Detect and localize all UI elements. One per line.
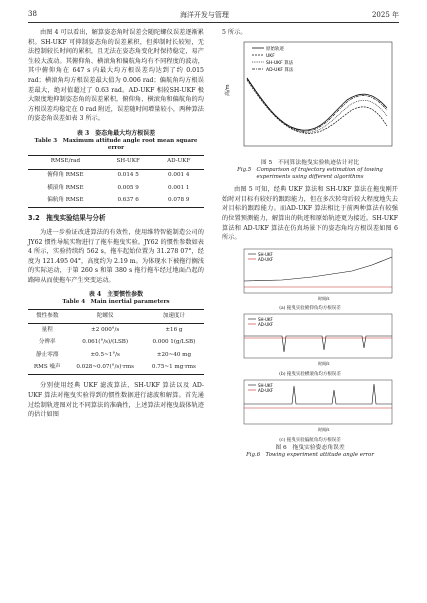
figure-5-caption-en: Fig.5 Comparison of trajectory estimation of towing experiments using different algorithms [237, 167, 383, 181]
x-axis-label: 时间/s [318, 295, 330, 301]
figure-6b-plot [222, 312, 398, 368]
table-cell: 0.028~0.07(°/s)·rms [67, 362, 144, 375]
journal-name: 海洋开发与管理 [179, 11, 229, 19]
figure-6a-label: (a) 拖曳实验俯仰角均方根误差 [279, 306, 341, 312]
right-paragraph: 由图 5 可知，经典 UKF 算法和 SH-UKF 算法在拖曳刚开始时对目标有较好的跟踪能力，但在多次转弯后较大程度地失去对目标的跟踪能力。而AD-UKF 算法相比于前两种算法有较强的位置预测能力，解算出的轨迹和原始轨迹更为接近。SH-UKF 算法和 AD-UKF 算法在仿真场景下的姿态角均方根误差如图 6 所示。 [222, 186, 398, 242]
legend-item: AD-UKF [258, 322, 274, 328]
paragraph-3: 分别使用经典 UKF 滤波算法、SH-UKF 算法以及 AD-UKF 算法对拖曳实验得到的惯性数据进行滤波和解算。首先通过绘制轨迹图对比不同算法的准确性，上述算法对拖曳载体轨迹的估计如图 [28, 382, 204, 419]
table-cell: 0.005 9 [117, 184, 139, 191]
table-row [28, 362, 204, 375]
table-cell: ±0.5~1°/s [90, 351, 120, 358]
legend-item: SH-UKF [258, 251, 273, 257]
trajectory-sh-ukf [247, 79, 387, 132]
table-cell: 0.637 6 [103, 195, 154, 208]
legend-item: 原始轨迹 [266, 46, 284, 52]
paragraph-2: 为进一步验证改进算法的有效性，使用维特智能制造公司的 JY62 惯性导航实物进行了拖车拖曳实验。JY62 的惯性参数如表 4 所示，实验持续约 562 s，拖车起始位置为 31.278 07°，经度为 121.495 04°，高度约为 2.19 m。为体现水下被拖行搁浅的实际运动，于第 260 s 和第 380 s 拖行拖车经过地面凸起的路障从而使拖车产生突变运动。 [28, 228, 204, 284]
table4-header: 陀螺仪 [67, 310, 144, 324]
table-cell: ±2 000°/s [91, 326, 120, 333]
y-axis-label: 高/m [225, 84, 231, 96]
figure-5-caption: 图 5 不同算法拖曳实验轨迹估计对比 [260, 160, 360, 167]
table-cell: RMS 噪声 [28, 362, 67, 375]
left-column [28, 28, 204, 420]
intro-text: 5 所示。 [222, 29, 247, 36]
section-heading: 3.2 拖曳实验结果与分析 [28, 214, 106, 223]
table-cell: 分辨率 [38, 339, 56, 346]
table-cell: 横滚角 RMSE [47, 184, 84, 191]
table-cell: ±20~40 mg [156, 351, 192, 358]
table-cell: 0.014 5 [117, 172, 139, 179]
table4-header: 惯性参数 [28, 310, 67, 324]
page-number: 38 [28, 10, 37, 18]
table-cell: 俯仰角 RMSE [47, 172, 84, 179]
legend-item: AD-UKF 算法 [266, 67, 294, 73]
x-axis-label: 时间/s [318, 426, 330, 432]
table3-caption: 表 3 姿态角最大均方根误差 [76, 129, 156, 137]
figure-5-plot [222, 38, 398, 156]
table-row [28, 349, 204, 362]
table3-header: AD-UKF [153, 155, 204, 169]
table3-header: SH-UKF [103, 155, 154, 169]
figure-6c-plot [222, 378, 398, 434]
trajectory-ad-ukf [247, 78, 387, 131]
table-row [28, 182, 204, 195]
table4 [28, 309, 204, 375]
legend-item: SH-UKF 算法 [266, 60, 294, 66]
trajectory-original [247, 78, 387, 130]
table-cell: ±16 g [165, 326, 183, 333]
table4-header: 加速度计 [144, 310, 204, 324]
table3-header: RMSE/rad [28, 155, 103, 169]
table-cell: 0.75~1 mg·rms [144, 362, 204, 375]
legend-item: AD-UKF [258, 256, 274, 262]
table3-caption-en: Table 3 Maximum attitude angle root mean square error [34, 137, 198, 151]
table-cell: 0.078 9 [153, 195, 204, 208]
legend-item: SH-UKF [258, 317, 273, 323]
legend-item: UKF [266, 53, 275, 59]
table-cell: 静止零漂 [36, 351, 59, 358]
table-row [28, 195, 204, 208]
figure-6 [222, 247, 398, 444]
table3 [28, 155, 204, 208]
figure-6b-label: (b) 拖曳实验横滚角均方根误差 [279, 371, 341, 377]
table-cell: 偏航角 RMSE [28, 195, 103, 208]
legend-item: AD-UKF [258, 387, 274, 393]
right-column [222, 28, 398, 459]
paragraph-1: 由图 4 可以看出，解算姿态角时误差会随陀螺仪误差逐渐累积。SH-UKF 可抑制姿态角的误差累积，但抑制时长较短，无法控制较长时间的累积，且无法在姿态角变化时保持稳定，易产生较大波动。其俯仰角、横滚角和偏航角均有不同程度的波动，其中俯仰角在 647 s 内最大均方根误差均达到了约 0.015 rad；横滚角均方根误差最大值为 0.006 rad；偏航角均方根误差最大，绝对值超过了 0.63 rad。AD-UKF 相较SH-UKF 极大限度地抑制姿态角的误差累积，俯仰角、横滚角和偏航角的均方根误差均稳定在 0 rad 附近，误差随时间增量较小，两种算法的姿态角误差如表 3 所示。 [28, 29, 204, 123]
figure-6c-label: (c) 拖曳实验偏航角均方根误差 [279, 437, 341, 443]
legend [252, 45, 294, 73]
legend-item: SH-UKF [258, 382, 273, 388]
table4-caption-en: Table 4 Main inertial parameters [62, 299, 170, 306]
figure-6-caption: 图 6 拖曳实验姿态角误差 [275, 444, 345, 451]
table-cell: 0.061(°/s)/(LSB) [82, 339, 129, 346]
table-cell: 0.001 4 [168, 172, 190, 179]
year: 2025 年 [371, 11, 399, 19]
table-cell: 0.000 1(g/LSB) [152, 339, 196, 346]
table-cell: 量程 [41, 326, 53, 333]
table-row [28, 324, 204, 337]
table4-caption: 表 4 主要惯性参数 [88, 291, 144, 299]
page-header [28, 10, 399, 23]
table-row [28, 169, 204, 182]
table-row [28, 337, 204, 350]
figure-6a-plot [222, 247, 398, 303]
table-cell: 0.001 1 [168, 184, 190, 191]
x-axis-label: 时间/s [318, 361, 330, 367]
figure-6-caption-en: Fig.6 Towing experiment attitude angle error [246, 451, 374, 458]
